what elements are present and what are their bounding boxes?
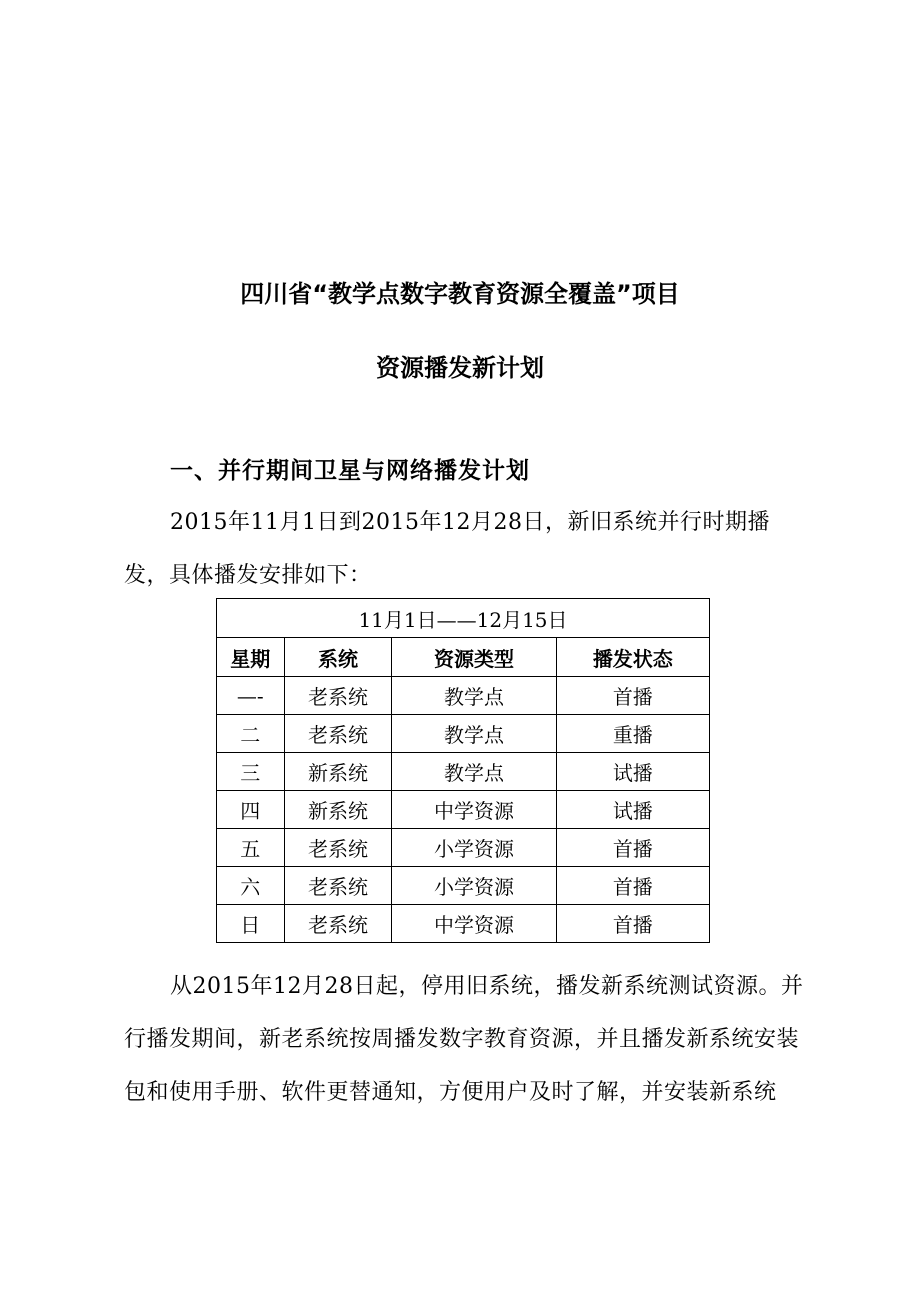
cell-weekday: 三 xyxy=(217,753,285,791)
document-subtitle: 资源播发新计划 xyxy=(376,354,544,382)
cell-weekday: —- xyxy=(217,677,285,715)
table-row xyxy=(217,753,710,791)
cell-status: 首播 xyxy=(556,677,709,715)
broadcast-schedule-table xyxy=(216,598,710,943)
cell-weekday: 日 xyxy=(217,905,285,943)
table-row xyxy=(217,867,710,905)
cell-system: 新系统 xyxy=(284,753,392,791)
cell-weekday: 四 xyxy=(217,791,285,829)
cell-status: 首播 xyxy=(556,867,709,905)
cell-resource-type: 小学资源 xyxy=(392,867,556,905)
cell-status: 试播 xyxy=(556,791,709,829)
cell-weekday: 六 xyxy=(217,867,285,905)
cell-system: 老系统 xyxy=(284,677,392,715)
cell-resource-type: 中学资源 xyxy=(392,791,556,829)
section-heading: 一、并行期间卫星与网络播发计划 xyxy=(170,458,530,484)
header-broadcast-status: 播发状态 xyxy=(556,638,709,677)
cell-weekday: 二 xyxy=(217,715,285,753)
table-row xyxy=(217,677,710,715)
closing-paragraph: 从2015年12月28日起，停用旧系统，播发新系统测试资源。并行播发期间，新老系统按周播发数字教育资源，并且播发新系统安装包和使用手册、软件更替通知，方便用户及时了解，并安装新系统 xyxy=(124,974,804,1105)
header-resource-type: 资源类型 xyxy=(392,638,556,677)
cell-resource-type: 教学点 xyxy=(392,715,556,753)
cell-resource-type: 教学点 xyxy=(392,677,556,715)
table-header-row xyxy=(217,638,710,677)
cell-system: 老系统 xyxy=(284,867,392,905)
header-weekday: 星期 xyxy=(217,638,285,677)
intro-paragraph: 2015年11月1日到2015年12月28日，新旧系统并行时期播发，具体播发安排如下： xyxy=(124,510,770,588)
cell-status: 重播 xyxy=(556,715,709,753)
table-row xyxy=(217,715,710,753)
cell-status: 首播 xyxy=(556,829,709,867)
table-row xyxy=(217,791,710,829)
header-system: 系统 xyxy=(284,638,392,677)
document-title: 四川省“教学点数字教育资源全覆盖”项目 xyxy=(240,280,680,308)
cell-system: 老系统 xyxy=(284,905,392,943)
cell-resource-type: 中学资源 xyxy=(392,905,556,943)
table-caption: 11月1日——12月15日 xyxy=(217,599,710,638)
cell-system: 老系统 xyxy=(284,829,392,867)
cell-weekday: 五 xyxy=(217,829,285,867)
table-row xyxy=(217,829,710,867)
cell-resource-type: 小学资源 xyxy=(392,829,556,867)
table-row xyxy=(217,905,710,943)
cell-status: 首播 xyxy=(556,905,709,943)
cell-status: 试播 xyxy=(556,753,709,791)
cell-resource-type: 教学点 xyxy=(392,753,556,791)
cell-system: 老系统 xyxy=(284,715,392,753)
cell-system: 新系统 xyxy=(284,791,392,829)
